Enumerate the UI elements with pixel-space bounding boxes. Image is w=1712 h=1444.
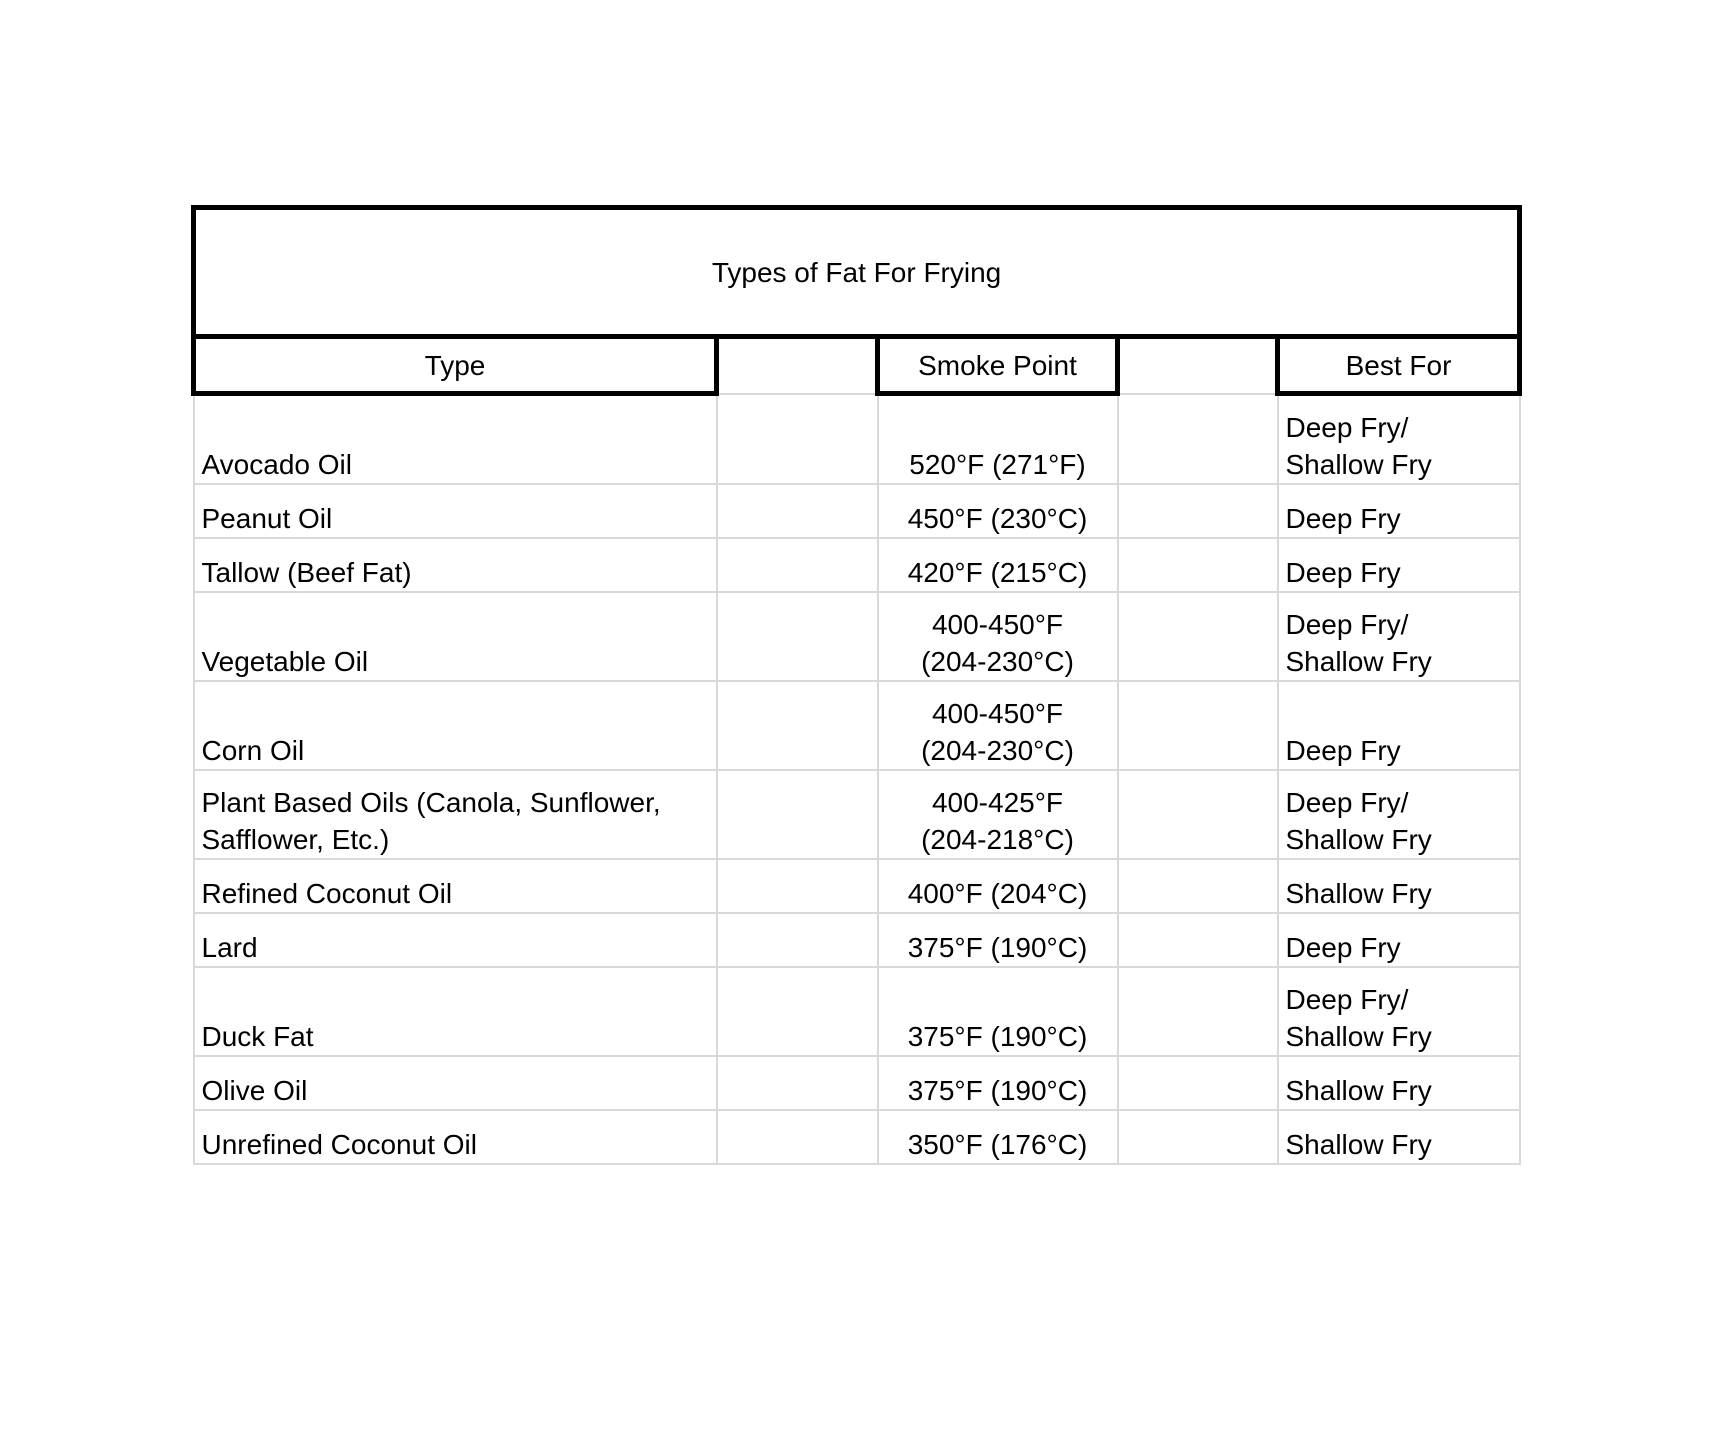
cell-smoke-point-line: (204-230°C) <box>921 735 1074 766</box>
cell-type-line: Duck Fat <box>201 1021 314 1052</box>
cell-empty[interactable] <box>717 592 878 681</box>
cell-empty[interactable] <box>717 484 878 538</box>
cell-smoke-point[interactable] <box>878 913 1118 967</box>
cell-best-for-line: Deep Fry/ <box>1285 609 1409 640</box>
cell-best-for-line: Shallow Fry <box>1285 449 1432 480</box>
cell-best-for-line: Deep Fry <box>1285 503 1401 534</box>
cell-empty[interactable] <box>717 859 878 913</box>
cell-type-line: Vegetable Oil <box>201 646 369 677</box>
cell-empty[interactable] <box>717 913 878 967</box>
cell-best-for-line: Shallow Fry <box>1285 1021 1432 1052</box>
cell-type-line: Unrefined Coconut Oil <box>201 1129 477 1160</box>
cell-type-line: Refined Coconut Oil <box>201 878 453 909</box>
table-row <box>194 538 1520 592</box>
cell-empty[interactable] <box>1118 394 1278 485</box>
cell-empty[interactable] <box>1118 770 1278 859</box>
cell-smoke-point-line: 375°F (190°C) <box>907 1021 1088 1052</box>
cell-smoke-point[interactable] <box>878 770 1118 859</box>
cell-smoke-point-line: 420°F (215°C) <box>907 557 1088 588</box>
cell-smoke-point[interactable] <box>878 681 1118 770</box>
cell-empty[interactable] <box>1118 538 1278 592</box>
cell-smoke-point[interactable] <box>878 538 1118 592</box>
cell-best-for-line: Deep Fry/ <box>1285 984 1409 1015</box>
header-empty-cell[interactable] <box>1118 337 1278 394</box>
cell-smoke-point-line: 400-425°F <box>931 787 1064 818</box>
cell-best-for[interactable] <box>1278 681 1520 770</box>
cell-best-for[interactable] <box>1278 1056 1520 1110</box>
cell-empty[interactable] <box>1118 859 1278 913</box>
cell-smoke-point-line: 375°F (190°C) <box>907 1075 1088 1106</box>
cell-best-for[interactable] <box>1278 394 1520 485</box>
table-row <box>194 1056 1520 1110</box>
cell-best-for-line: Deep Fry/ <box>1285 787 1409 818</box>
fat-table <box>191 205 1522 1165</box>
table-row <box>194 770 1520 859</box>
cell-best-for-line: Deep Fry <box>1285 735 1401 766</box>
cell-type[interactable] <box>194 913 717 967</box>
cell-smoke-point-line: 375°F (190°C) <box>907 932 1088 963</box>
cell-type-line: Corn Oil <box>201 735 305 766</box>
cell-smoke-point-line: 350°F (176°C) <box>907 1129 1088 1160</box>
table-body <box>194 394 1520 1165</box>
table-row <box>194 484 1520 538</box>
table-row <box>194 967 1520 1056</box>
header-best-for[interactable]: Best For <box>1278 337 1520 394</box>
cell-smoke-point-line: (204-218°C) <box>921 824 1074 855</box>
cell-best-for[interactable] <box>1278 538 1520 592</box>
cell-empty[interactable] <box>1118 484 1278 538</box>
cell-empty[interactable] <box>717 967 878 1056</box>
cell-type[interactable] <box>194 967 717 1056</box>
table-row <box>194 681 1520 770</box>
cell-type[interactable] <box>194 1110 717 1164</box>
cell-empty[interactable] <box>1118 967 1278 1056</box>
table-row <box>194 1110 1520 1164</box>
cell-smoke-point[interactable] <box>878 484 1118 538</box>
cell-empty[interactable] <box>1118 1110 1278 1164</box>
cell-best-for-line: Shallow Fry <box>1285 1075 1432 1106</box>
cell-smoke-point-line: 520°F (271°F) <box>909 449 1086 480</box>
header-type[interactable]: Type <box>194 337 717 394</box>
cell-type-line: Peanut Oil <box>201 503 333 534</box>
cell-best-for[interactable] <box>1278 484 1520 538</box>
cell-empty[interactable] <box>717 394 878 485</box>
cell-best-for-line: Shallow Fry <box>1285 824 1432 855</box>
header-empty-cell[interactable] <box>717 337 878 394</box>
cell-best-for[interactable] <box>1278 913 1520 967</box>
table-row <box>194 859 1520 913</box>
cell-type[interactable] <box>194 592 717 681</box>
cell-type-line: Safflower, Etc.) <box>201 824 390 855</box>
cell-smoke-point[interactable] <box>878 1110 1118 1164</box>
table-row <box>194 394 1520 485</box>
cell-smoke-point-line: 400-450°F <box>931 609 1064 640</box>
cell-best-for[interactable] <box>1278 967 1520 1056</box>
header-smoke-point[interactable]: Smoke Point <box>878 337 1118 394</box>
cell-type[interactable] <box>194 681 717 770</box>
cell-type-line: Olive Oil <box>201 1075 308 1106</box>
cell-smoke-point[interactable] <box>878 967 1118 1056</box>
cell-type-line: Lard <box>201 932 258 963</box>
cell-type-line: Tallow (Beef Fat) <box>201 557 412 588</box>
table-row <box>194 592 1520 681</box>
cell-empty[interactable] <box>1118 1056 1278 1110</box>
cell-empty[interactable] <box>717 1110 878 1164</box>
cell-empty[interactable] <box>717 1056 878 1110</box>
cell-best-for-line: Shallow Fry <box>1285 878 1432 909</box>
cell-empty[interactable] <box>1118 913 1278 967</box>
cell-best-for-line: Deep Fry <box>1285 932 1401 963</box>
cell-type-line: Avocado Oil <box>201 449 352 480</box>
cell-smoke-point-line: 400-450°F <box>931 698 1064 729</box>
cell-type[interactable] <box>194 770 717 859</box>
cell-smoke-point-line: 400°F (204°C) <box>907 878 1088 909</box>
cell-empty[interactable] <box>717 681 878 770</box>
spreadsheet <box>191 205 1517 1165</box>
cell-best-for[interactable] <box>1278 770 1520 859</box>
cell-type[interactable] <box>194 1056 717 1110</box>
cell-best-for-line: Shallow Fry <box>1285 646 1432 677</box>
cell-best-for-line: Shallow Fry <box>1285 1129 1432 1160</box>
cell-type-line: Plant Based Oils (Canola, Sunflower, <box>201 787 661 818</box>
cell-best-for[interactable] <box>1278 859 1520 913</box>
cell-best-for-line: Deep Fry/ <box>1285 412 1409 443</box>
cell-best-for-line: Deep Fry <box>1285 557 1401 588</box>
cell-type[interactable] <box>194 484 717 538</box>
cell-smoke-point[interactable] <box>878 592 1118 681</box>
cell-smoke-point-line: (204-230°C) <box>921 646 1074 677</box>
cell-smoke-point-line: 450°F (230°C) <box>907 503 1088 534</box>
table-title[interactable]: Types of Fat For Frying <box>194 208 1520 337</box>
cell-empty[interactable] <box>717 770 878 859</box>
cell-type[interactable] <box>194 538 717 592</box>
cell-best-for[interactable] <box>1278 592 1520 681</box>
cell-empty[interactable] <box>1118 681 1278 770</box>
cell-smoke-point[interactable] <box>878 394 1118 485</box>
cell-type[interactable] <box>194 394 717 485</box>
cell-type[interactable] <box>194 859 717 913</box>
cell-smoke-point[interactable] <box>878 1056 1118 1110</box>
cell-smoke-point[interactable] <box>878 859 1118 913</box>
table-row <box>194 913 1520 967</box>
cell-empty[interactable] <box>717 538 878 592</box>
cell-best-for[interactable] <box>1278 1110 1520 1164</box>
cell-empty[interactable] <box>1118 592 1278 681</box>
